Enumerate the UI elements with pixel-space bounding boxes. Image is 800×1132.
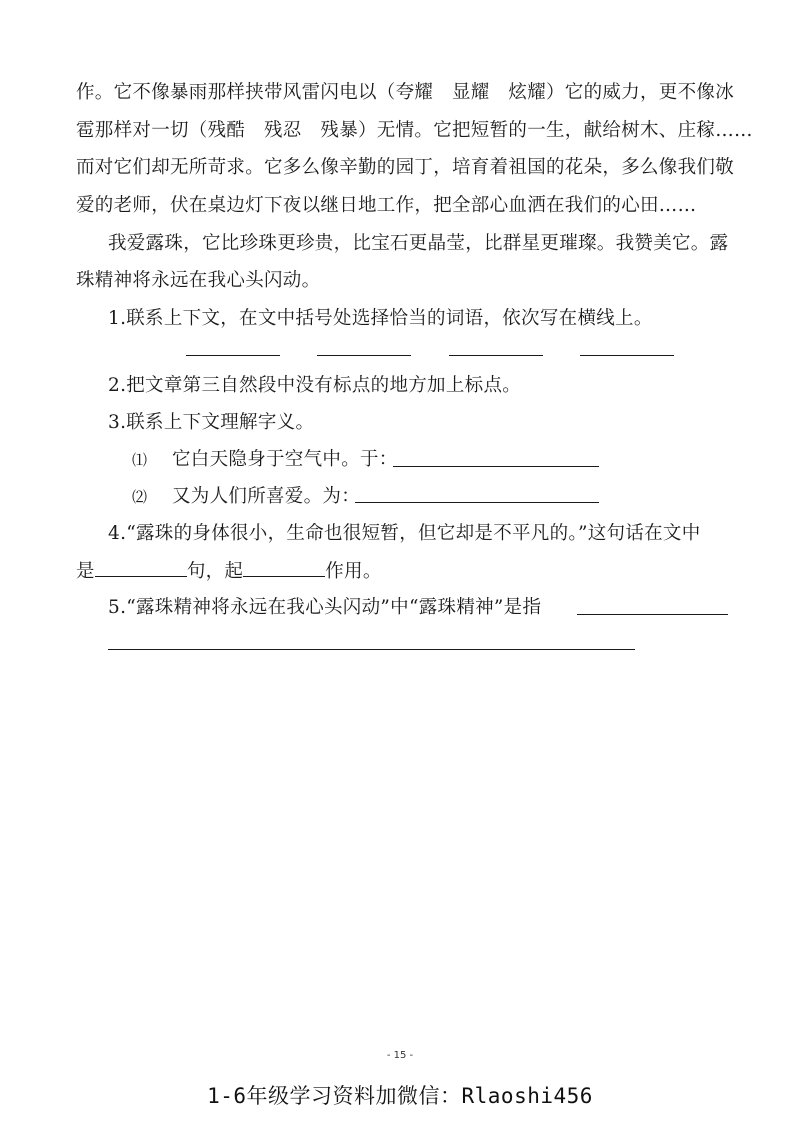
answer-blank-q4-2[interactable]	[243, 558, 325, 577]
answer-blank-q3-1[interactable]	[393, 466, 599, 467]
answer-blank-1[interactable]	[186, 355, 280, 356]
item-number: ⑵	[132, 488, 148, 506]
passage-line-1: 作。它不像暴雨那样挟带风雷闪电以（夸耀 显耀 炫耀）它的威力，更不像冰	[76, 82, 735, 103]
page-number: - 15 -	[386, 1050, 414, 1061]
item-text: 它白天隐身于空气中。于：	[172, 449, 398, 470]
question-4-line-2	[76, 558, 382, 585]
answer-blank-3[interactable]	[449, 355, 543, 356]
question-5: 5.“露珠精神将永远在我心头闪动”中“露珠精神”是指	[108, 597, 542, 618]
answer-blank-q5-2[interactable]	[108, 649, 635, 650]
question-3: 3.联系上下文理解字义。	[108, 412, 315, 433]
passage-line-4: 爱的老师，伏在桌边灯下夜以继日地工作，把全部心血洒在我们的心田……	[76, 195, 697, 216]
answer-blank-q5-1[interactable]	[577, 614, 728, 615]
question-2: 2.把文章第三自然段中没有标点的地方加上标点。	[108, 375, 522, 396]
question-3-item-1	[132, 447, 398, 473]
passage-line-2: 雹那样对一切（残酷 残忍 残暴）无情。它把短暂的一生，献给树木、庄稼……	[76, 120, 753, 141]
passage-line-6: 珠精神将永远在我心头闪动。	[76, 270, 321, 291]
question-3-item-2	[132, 484, 360, 510]
q4-middle: 句，起	[186, 561, 244, 582]
answer-blank-q3-2[interactable]	[355, 502, 599, 503]
question-1: 1.联系上下文，在文中括号处选择恰当的词语，依次写在横线上。	[108, 308, 653, 329]
answer-blank-2[interactable]	[317, 355, 411, 356]
footer-note: 1-6年级学习资料加微信：Rlaoshi456	[207, 1084, 593, 1108]
q4-prefix: 是	[76, 561, 95, 582]
question-4: 4.“露珠的身体很小，生命也很短暂，但它却是不平凡的。”这句话在文中	[108, 523, 701, 544]
item-number: ⑴	[132, 451, 148, 469]
item-text: 又为人们所喜爱。为：	[172, 486, 361, 507]
passage-line-5: 我爱露珠，它比珍珠更珍贵，比宝石更晶莹，比群星更璀璨。我赞美它。露	[108, 233, 729, 254]
q4-suffix: 作用。	[325, 561, 382, 582]
passage-line-3: 而对它们却无所苛求。它多么像辛勤的园丁，培育着祖国的花朵，多么像我们敬	[76, 157, 735, 178]
answer-blank-q4-1[interactable]	[95, 558, 187, 577]
answer-blank-4[interactable]	[580, 355, 674, 356]
